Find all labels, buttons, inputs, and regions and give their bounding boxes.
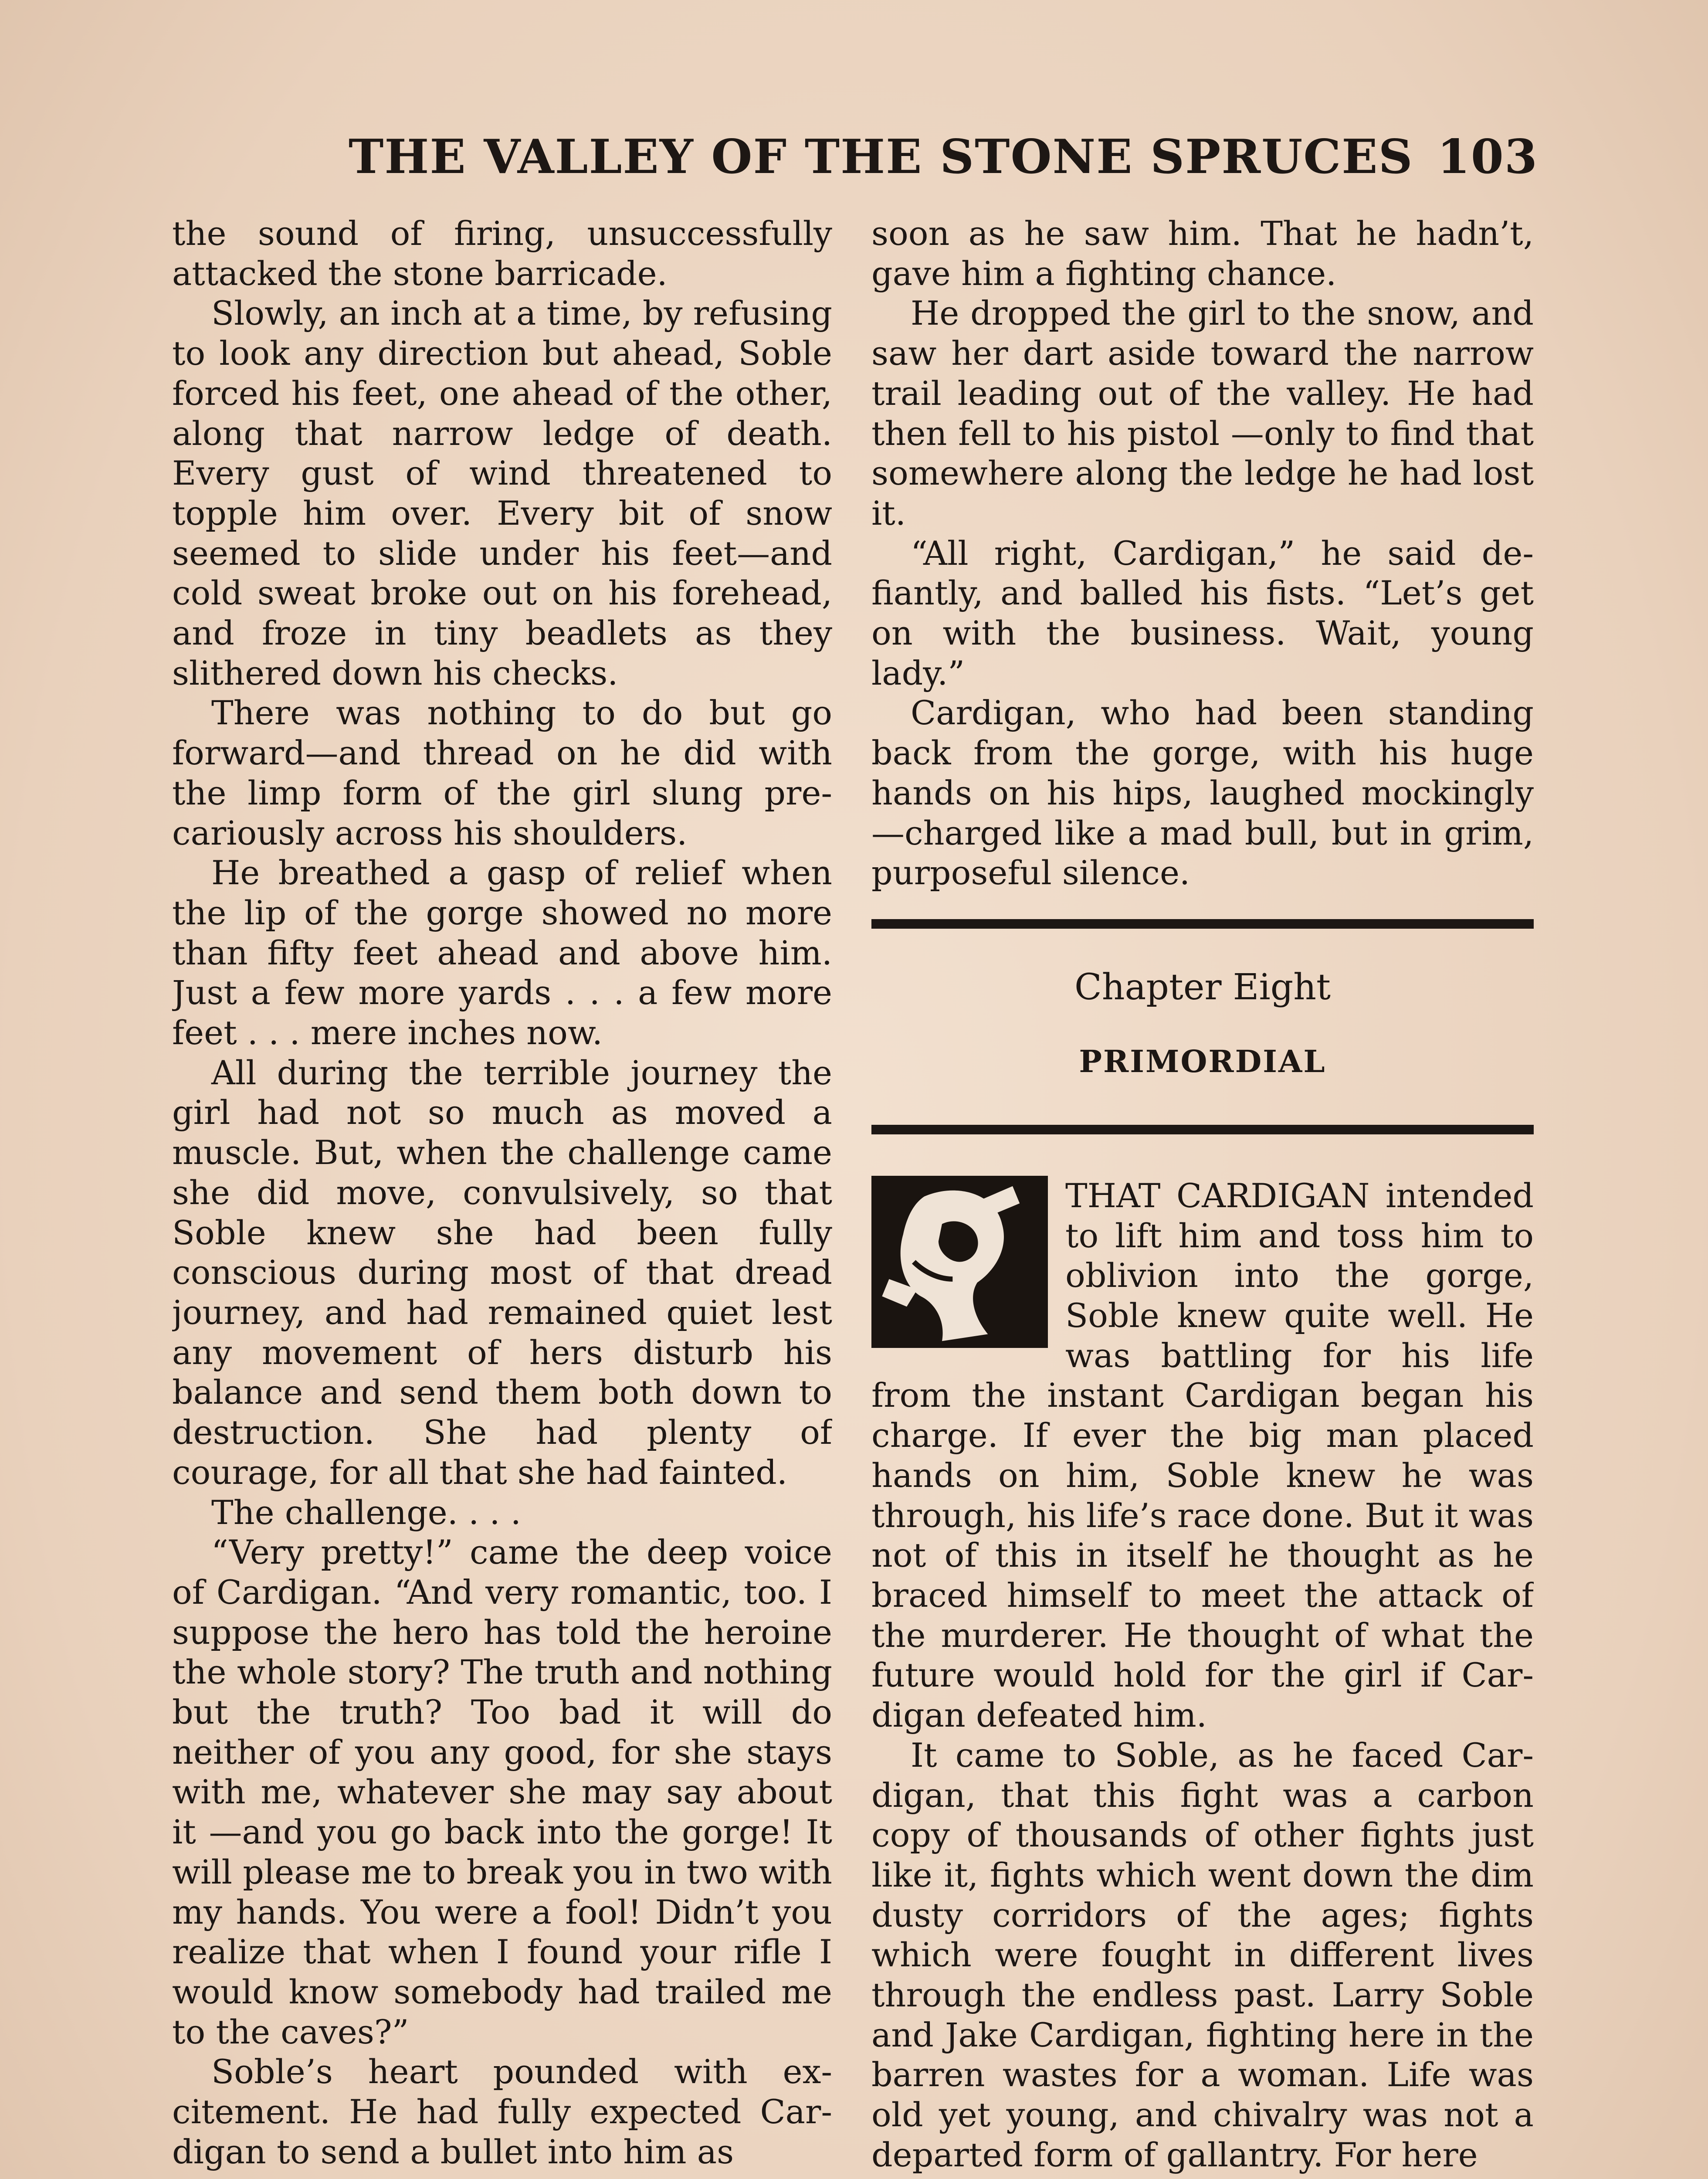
paragraph: The challenge. . . .	[211, 1493, 521, 1532]
chapter-rule-top	[871, 919, 1534, 929]
running-header	[349, 126, 1538, 187]
paragraph: THAT CARDIGAN intended to lift him and toss him to oblivion into the gorge, Soble knew quite well. He was battling for his life from the instant Cardigan began his charge. If ever the big man placed hands on him, Soble knew he was through, his life’s race done. But it was not of this in itself he thought as he braced himself to meet the attack of the murderer. He thought of what the future would hold for the girl if Cardigan defeated him.	[871, 1176, 1534, 1735]
chapter-heading	[871, 919, 1534, 1134]
chapter-label: Chapter Eight	[1074, 966, 1331, 1008]
page-number: 103	[1437, 129, 1538, 184]
paragraph: He breathed a gasp of relief when the lip of the gorge showed no more than fifty feet ahead and above him. Just a few more yards . . . a few more feet . . . mere inches now.	[172, 853, 832, 1052]
dropcap-illustration-icon	[871, 1176, 1048, 1348]
chapter-opening	[871, 1176, 1534, 2175]
paragraph: “Very pretty!” came the deep voice of Cardigan. “And very romantic, too. I suppose the hero has told the heroine the whole story? The truth and nothing but the truth? Too bad it will do neither of you any good, for she stays with me, whatever she may say about it —and you go back into the gorge! It will please me to break you in two with my hands. You were a fool! Didn’t you realize that when I found your rifle I would know somebody had trailed me to the caves?”	[172, 1533, 832, 2051]
paragraph: “All right, Cardigan,” he said defiantly, and balled his fists. “Let’s get on with the business. Wait, young lady.”	[871, 533, 1534, 692]
left-column	[172, 214, 832, 2179]
paragraph: Soble’s heart pounded with excitement. He had fully expected Cardigan to send a bullet into him as	[172, 2052, 832, 2171]
chapter-title: PRIMORDIAL	[1079, 1043, 1326, 1079]
paragraph: soon as he saw him. That he hadn’t, gave him a fighting chance.	[871, 214, 1534, 293]
paragraph: He dropped the girl to the snow, and saw her dart aside toward the narrow trail leading out of the valley. He had then fell to his pistol —only to find that somewhere along the ledge he had lost it.	[871, 294, 1534, 533]
paragraph: There was nothing to do but go forward—and thread on he did with the limp form of the girl slung precariously across his shoulders.	[172, 693, 832, 852]
paragraph: All during the terrible journey the girl had not so much as moved a muscle. But, when the challenge came she did move, convulsively, so that Soble knew she had been fully conscious during most of that dread journey, and had remained quiet lest any movement of hers disturb his balance and send them both down to destruction. She had plenty of courage, for all that she had fainted.	[172, 1053, 832, 1492]
chapter-rule-bottom	[871, 1125, 1534, 1134]
right-column	[871, 214, 1534, 2179]
running-title: THE VALLEY OF THE STONE SPRUCES	[349, 129, 1413, 184]
paragraph: the sound of firing, unsuccessfully attacked the stone barricade.	[172, 214, 832, 293]
paragraph: Cardigan, who had been standing back from the gorge, with his huge hands on his hips, laughed mockingly—charged like a mad bull, but in grim, purposeful silence.	[871, 693, 1534, 893]
paragraph: It came to Soble, as he faced Cardigan, that this fight was a carbon copy of thousands of other fights just like it, fights which went down the dim dusty corridors of the ages; fights which were fought in different lives through the endless past. Larry Soble and Jake Cardigan, fighting here in the barren wastes for a woman. Life was old yet young, and chivalry was not a departed form of gallantry. For here	[871, 1735, 1534, 2174]
paragraph: Slowly, an inch at a time, by refusing to look any direction but ahead, Soble forced his feet, one ahead of the other, along that narrow ledge of death. Every gust of wind threatened to topple him over. Every bit of snow seemed to slide under his feet—and cold sweat broke out on his forehead, and froze in tiny beadlets as they slithered down his checks.	[172, 294, 832, 692]
